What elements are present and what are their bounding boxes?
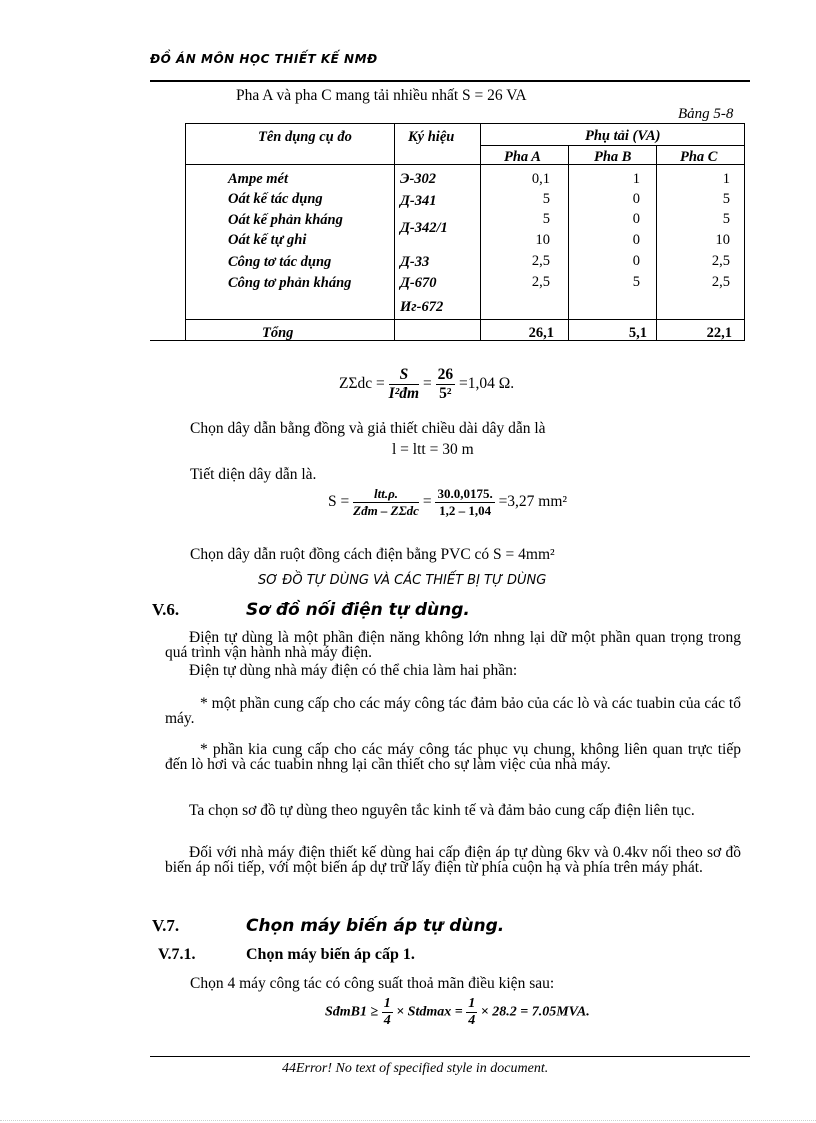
row-name: Oát kế tự ghi bbox=[228, 232, 307, 248]
row-b: 0 bbox=[632, 253, 640, 269]
row-name: Công tơ tác dụng bbox=[228, 254, 332, 270]
row-a: 5 bbox=[542, 211, 550, 227]
row-name: Oát kế tác dụng bbox=[228, 191, 323, 207]
row-b: 0 bbox=[632, 191, 640, 207]
paragraph: Ta chọn sơ đồ tự dùng theo nguyên tắc kinh tế và đảm bảo cung cấp điện liên tục. bbox=[189, 802, 695, 819]
total-c: 22,1 bbox=[706, 325, 732, 341]
row-c: 10 bbox=[715, 232, 730, 248]
row-name: Oát kế phản kháng bbox=[228, 212, 343, 228]
total-b: 5,1 bbox=[628, 325, 647, 341]
row-symbol: Д-342/1 bbox=[400, 220, 448, 236]
section-v7-title: Chọn máy biến áp tự dùng. bbox=[246, 916, 505, 936]
header-rule bbox=[150, 80, 750, 82]
row-c: 1 bbox=[722, 171, 730, 187]
diagram-title: SƠ ĐỒ TỰ DÙNG VÀ CÁC THIẾT BỊ TỰ DÙNG bbox=[258, 573, 547, 588]
formula-impedance: ZΣdc = $\frac{S}{\text{I²đm}}$ = $\frac{26}{\text{5²}}$ =1,04 Ω. bbox=[339, 366, 515, 402]
col-load-header: Phụ tải (VA) bbox=[585, 128, 661, 144]
text-length: l = ltt = 30 m bbox=[392, 441, 474, 458]
row-a: 10 bbox=[535, 232, 550, 248]
footer-rule bbox=[150, 1056, 750, 1057]
row-symbol: Д-670 bbox=[400, 275, 437, 291]
row-b: 1 bbox=[632, 171, 640, 187]
col-phase-c-header: Pha C bbox=[680, 149, 718, 165]
row-symbol: Иг-672 bbox=[400, 299, 444, 315]
text-choose-machines: Chọn 4 máy công tác có công suất thoả mãn điều kiện sau: bbox=[190, 975, 555, 992]
page-edge bbox=[0, 1120, 816, 1121]
text-choose-pvc: Chọn dây dẫn ruột đồng cách điện bằng PVC có S = 4mm² bbox=[190, 546, 555, 563]
row-symbol: Д-341 bbox=[400, 193, 437, 209]
table-caption: Bảng 5-8 bbox=[678, 106, 734, 122]
section-v71-number: V.7.1. bbox=[158, 946, 196, 963]
text-choose-wire: Chọn dây dẫn bằng đồng và giả thiết chiều dài dây dẫn là bbox=[190, 420, 546, 437]
total-label: Tổng bbox=[262, 325, 294, 341]
section-v6-number: V.6. bbox=[152, 600, 180, 619]
paragraph: Điện tự dùng nhà máy điện có thể chia làm hai phần: bbox=[189, 662, 518, 679]
paragraph: * một phần cung cấp cho các máy công tác đảm bảo của các lò và các tuabin của các tổ máy. bbox=[165, 695, 741, 727]
intro-line: Pha A và pha C mang tải nhiều nhất S = 26 VA bbox=[236, 87, 527, 104]
row-name: Ampe mét bbox=[228, 171, 289, 187]
section-v7-number: V.7. bbox=[152, 916, 180, 935]
row-a: 2,5 bbox=[531, 253, 550, 269]
paragraph: * phần kia cung cấp cho các máy công tác phục vụ chung, không liên quan trực tiếp đến lò hơi và các tuabin nhng lại cần thiết cho sự làm việc của nhà máy. bbox=[165, 741, 741, 773]
section-v6-title: Sơ đồ nối điện tự dùng. bbox=[246, 600, 470, 620]
row-b: 5 bbox=[632, 274, 640, 290]
formula-transformer: SđmB1 ≥ $\frac{1}{4}$ × Stdmax = $\frac{1}{4}$ × 28.2 = 7.05MVA. bbox=[325, 996, 590, 1028]
row-b: 0 bbox=[632, 211, 640, 227]
col-phase-a-header: Pha A bbox=[504, 149, 541, 165]
formula-section: S = $\frac{\text{ltt.ρ.}}{\text{Zđm – ZΣdc}}$ = $\frac{30.0,0175.}{1,2 - 1,04}$ =3,27 mm² bbox=[328, 486, 568, 518]
row-symbol: Д-33 bbox=[400, 254, 430, 270]
total-a: 26,1 bbox=[528, 325, 554, 341]
paragraph: Điện tự dùng là một phần điện năng không lớn nhng lại dữ một phần quan trọng trong quá trình vận hành nhà máy điện. bbox=[165, 629, 741, 661]
col-instrument-header: Tên dụng cụ đo bbox=[258, 129, 352, 145]
page-header: ĐỒ ÁN MÔN HỌC THIẾT KẾ NMĐ bbox=[150, 52, 378, 66]
row-c: 2,5 bbox=[711, 253, 730, 269]
row-c: 2,5 bbox=[711, 274, 730, 290]
page-footer: 44Error! No text of specified style in document. bbox=[282, 1061, 549, 1076]
row-c: 5 bbox=[722, 191, 730, 207]
row-symbol: Э-302 bbox=[400, 171, 437, 187]
load-table bbox=[150, 123, 745, 341]
row-name: Công tơ phản kháng bbox=[228, 275, 352, 291]
text-cross-section: Tiết diện dây dẫn là. bbox=[190, 466, 317, 483]
row-a: 5 bbox=[542, 191, 550, 207]
paragraph: Đối với nhà máy điện thiết kế dùng hai cấp điện áp tự dùng 6kv và 0.4kv nối theo sơ đồ biến áp nối tiếp, với một biến áp dự trữ lấy điện từ phía cuộn hạ và phía trên máy phát. bbox=[165, 844, 741, 876]
section-v71-title: Chọn máy biến áp cấp 1. bbox=[246, 946, 415, 963]
row-a: 0,1 bbox=[531, 171, 550, 187]
col-symbol-header: Ký hiệu bbox=[408, 129, 455, 145]
row-a: 2,5 bbox=[531, 274, 550, 290]
col-phase-b-header: Pha B bbox=[594, 149, 632, 165]
row-b: 0 bbox=[632, 232, 640, 248]
row-c: 5 bbox=[722, 211, 730, 227]
